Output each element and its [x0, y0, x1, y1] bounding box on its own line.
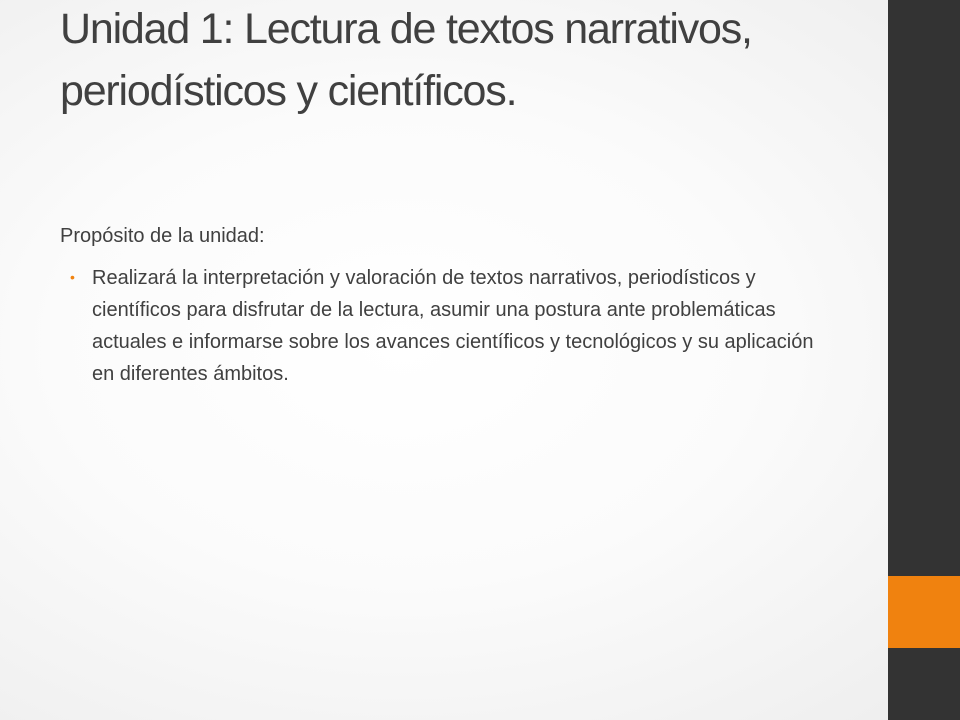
slide-content: [60, 220, 840, 390]
list-item: [60, 262, 840, 390]
slide-title: Unidad 1: Lectura de textos narrativos, periodísticos y científicos.: [60, 5, 752, 115]
bullet-icon: •: [70, 269, 75, 285]
accent-block: [888, 576, 960, 648]
unit-purpose-heading: Propósito de la unidad:: [60, 225, 265, 247]
bullet-text: Realizará la interpretación y valoración de textos narrativos, periodísticos y científicos para disfrutar de la lectura, asumir una postura ante problemáticas actuales e informarse sobre los avances científicos y tecnológicos y su aplicación en diferentes ámbitos.: [92, 267, 814, 385]
bullet-list: [60, 262, 840, 390]
